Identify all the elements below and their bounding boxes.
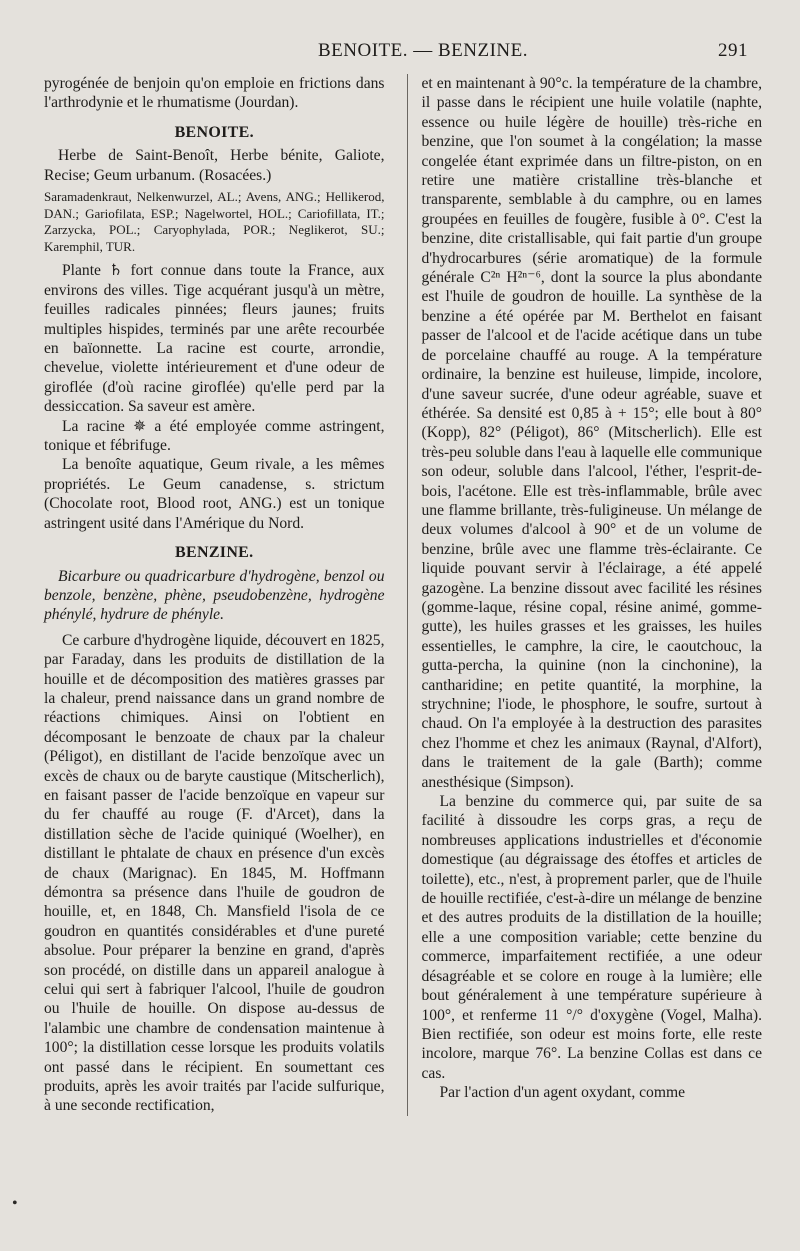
paragraph: et en maintenant à 90°c. la température de la chambre, il passe dans le récipient une huile volatile (naphte, essence ou huile légère de houille) très-riche en benzine, que l'on soumet à la congélation; la masse congelée étant exprimée dans un filtre-piston, on en retire une matière cristalline très-blanche et transparente, semblable à du camphre, ou en lames groupées en feuilles de fougère, fusible à 0°. C'est la benzine, dite cristallisable, qui fait partie d'un groupe d'hydrocarbures (série aromatique) de la formule générale C²ⁿ H²ⁿ⁻⁶, dont la source la plus abondante est l'huile de goudron de houille. La synthèse de la benzine a été opérée par M. Berthelot en faisant passer de l'alcool et de l'acide acétique dans un tube de porcelaine chauffé au rouge. A la température ordinaire, la benzine est huileuse, limpide, incolore, d'une saveur sucrée, d'une odeur agréable, suave et éthérée. Sa densité est 0,85 à + 15°; elle bout à 80° (Kopp), 82° (Péligot), 86° (Mitscherlich). Elle est très-peu soluble dans l'eau à laquelle elle communique son odeur, soluble dans l'alcool, l'éther, l'esprit-de-bois, l'acétone. Elle est très-inflammable, brûle avec une flamme brillante, très-fuligineuse. Un mélange de deux volumes d'alcool à 90° et de un volume de benzine, brûle avec une flamme très-éclairante. Ce liquide pouvant servir à l'éclairage, a été appelé gazogène. La benzine dissout avec facilité les résines (gomme-laque, résine copal, résine animé, gomme-gutte), les huiles grasses et les graisses, les huiles essentielles, le camphre, la cire, le caoutchouc, la gutta-percha, la quinine (non la cinchonine), la cantharidine; en petite quantité, la morphine, la strychnine; l'iode, le phosphore, le soufre, surtout à chaud. On l'a employée à la destruction des parasites chez l'homme et chez les animaux (Raynal, d'Alfort), dans le traitement de la gale (Barth); comme anesthésique (Simpson). (421, 75, 762, 791)
right-column (407, 74, 763, 1116)
synonyms-benoite: Herbe de Saint-Benoît, Herbe bénite, Galiote, Recise; Geum urbanum. (Rosacées.) (44, 147, 385, 184)
foreign-names-benoite: Saramadenkraut, Nelkenwurzel, AL.; Avens, ANG.; Hellikerod, DAN.; Gariofilata, ESP.; Nagelwortel, HOL.; Cariofillata, IT.; Zarzycka, POL.; Caryophylada, POR.; Neglikerot, SU.; Karemphil, TUR. (44, 189, 385, 254)
margin-mark: • (12, 1195, 18, 1212)
paragraph: La benzine du commerce qui, par suite de sa facilité à dissoudre les corps gras, a reçu de nombreuses applications industrielles et d'économie domestique (au dégraissage des étoffes et articles de toilette), etc., n'est, à proprement parler, que de l'huile de houille rectifiée, c'est-à-dire un mélange de benzine et des autres produits de la distillation de la houille; elle a une composition variable; cette benzine du commerce, imparfaitement rectifiée, a une odeur désagréable et se colore en rouge à la lumière; elle bout généralement à une température supérieure à 100°, et renferme 11 °/° d'oxygène (Vogel, Malha). Bien rectifiée, son odeur est moins forte, elle reste incolore, marque 76°. La benzine Collas est dans ce cas. (421, 793, 763, 1082)
synonyms-benzine: Bicarbure ou quadricarbure d'hydrogène, benzol ou benzole, benzène, phène, pseudobenzène, hydrogène phénylé, hydrure de phényle. (44, 567, 385, 624)
page-number: 291 (718, 40, 748, 61)
entry-heading-benzine: BENZINE. (175, 544, 254, 562)
left-column (44, 74, 385, 1116)
paragraph: Plante ♄ fort connue dans toute la France, aux environs des villes. Tige acquérant jusqu'à un mètre, feuilles radicales pinnées; fleurs jaunes; fruits multiples hispides, terminés par une arête recourbée en baïonnette. La racine est courte, arrondie, chevelue, violette intérieurement et d'une odeur de giroflée (d'où racine giroflée) qu'elle perd par la dessiccation. Sa saveur est amère. (44, 262, 385, 416)
paragraph: Par l'action d'un agent oxydant, comme (439, 1084, 686, 1102)
paragraph: La racine ✵ a été employée comme astringent, tonique et fébrifuge. (44, 417, 385, 455)
text-columns (44, 74, 762, 1116)
paragraph: Ce carbure d'hydrogène liquide, découvert en 1825, par Faraday, dans les produits de distillation de la houille et de décomposition des matières grasses par la chaleur, prend naissance dans un grand nombre de réactions chimiques. Ainsi on l'obtient en décomposant le benzoate de chaux par la chaleur (Péligot), en distillant de l'acide benzoïque avec un excès de chaux ou de baryte caustique (Mitscherlich), en faisant passer de l'acide benzoïque en vapeur sur du fer chauffé au rouge (F. d'Arcet), dans la distillation sèche de l'acide quiniqué (Woelher), en distillant le phtalate de chaux en présence d'un excès de chaux (Marignac). En 1845, M. Hoffmann démontra sa présence dans l'huile de goudron de houille, et, en 1848, Ch. Mansfield l'isola de ce goudron en quantités considérables et d'une pureté absolue. Pour préparer la benzine en grand, d'après son procédé, on distille dans un appareil analogue à celui qui sert à fabriquer l'alcool, l'huile de goudron ou l'huile de houille. On dispose au-dessus de l'alambic une chambre de condensation maintenue à 100°; la distillation cesse lorsque les produits volatils ont passé dans le récipient. En soumettant ces produits, après les avoir traités par l'acide sulfurique, à une seconde rectification, (44, 631, 385, 1115)
paragraph-continued: pyrogénée de benjoin qu'on emploie en frictions dans l'arthrodynie et le rhumatisme (Jourdan). (44, 75, 385, 112)
running-header (44, 40, 762, 66)
paragraph: La benoîte aquatique, Geum rivale, a les mêmes propriétés. Le Geum canadense, s. strictum (Chocolate root, Blood root, ANG.) est un tonique astringent usité dans l'Amérique du Nord. (44, 456, 385, 532)
running-title: BENOITE. — BENZINE. (317, 40, 529, 61)
entry-heading-benoite: BENOITE. (174, 123, 254, 141)
